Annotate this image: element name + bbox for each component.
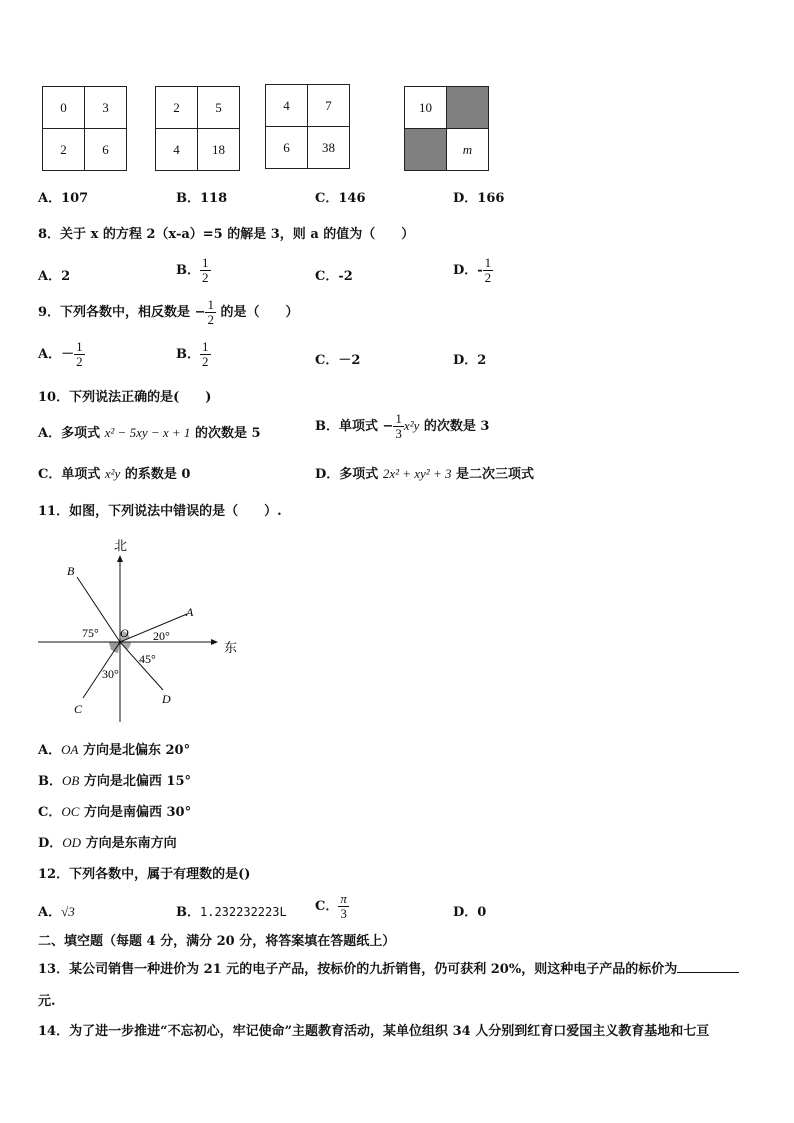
q11-option-d[interactable]: D．OD 方向是东南方向 (38, 835, 177, 851)
q7-option-a[interactable]: A．107 (38, 191, 89, 206)
grid-cell: 0 (43, 87, 85, 129)
q12-option-c[interactable]: C． $\frac{\pi}{3}$ (315, 891, 347, 921)
grid-cell: 7 (308, 85, 350, 127)
section-heading: 二、填空题（每题 4 分，满分 20 分，将答案填在答题纸上） (38, 934, 396, 949)
grid-cell: 2 (156, 87, 198, 129)
fraction: $\frac{1}{2}$ (202, 255, 209, 285)
q11-option-a[interactable]: A．OA 方向是北偏东 20° (38, 742, 191, 758)
q8-option-a[interactable]: A．2 (38, 269, 71, 284)
grid-2 (155, 86, 240, 171)
grid-cell-shaded (447, 87, 489, 129)
grid-cell: 38 (308, 127, 350, 169)
origin-label: O (120, 626, 129, 640)
point-a-label: A (186, 605, 194, 619)
q13-tail: 元. (38, 994, 56, 1009)
grid-cell-shaded (405, 129, 447, 171)
fraction: $\frac{1}{2}$ (207, 297, 214, 327)
q7-option-d[interactable]: D．166 (453, 191, 505, 206)
q7-option-b[interactable]: B．118 (176, 191, 228, 206)
fraction: $\frac{\pi}{3}$ (340, 891, 347, 921)
point-d-label: D (162, 692, 171, 706)
grid-cell: 6 (266, 127, 308, 169)
angle-30-label: 30° (102, 667, 119, 681)
q9-option-b[interactable]: B． $\frac{1}{2}$ (176, 339, 209, 369)
q8-stem: 8．关于 x 的方程 2（x-a）=5 的解是 3，则 a 的值为（ ） (38, 227, 415, 242)
q10-option-c[interactable]: C．单项式 x²y 的系数是 0 (38, 466, 191, 482)
grid-1 (42, 86, 127, 171)
q12-stem: 12．下列各数中，属于有理数的是() (38, 867, 251, 882)
east-label: 东 (224, 641, 238, 656)
q10-option-a[interactable]: A．多项式 x² − 5xy − x + 1 的次数是 5 (38, 425, 261, 441)
fraction: $\frac{1}{2}$ (484, 255, 492, 285)
q8-option-d[interactable]: D．- $\frac{1}{2}$ (453, 255, 492, 285)
fraction: $\frac{1}{3}$ (395, 411, 402, 441)
q8-option-b[interactable]: B． $\frac{1}{2}$ (176, 255, 209, 285)
grid-cell: 5 (198, 87, 240, 129)
point-c-label: C (74, 702, 83, 716)
angle-20-label: 20° (153, 629, 170, 643)
q8-option-c[interactable]: C．-2 (315, 269, 353, 284)
q9-option-a[interactable]: A．－ $\frac{1}{2}$ (38, 339, 83, 369)
q9-option-c[interactable]: C．－2 (315, 353, 361, 368)
north-label: 北 (114, 539, 128, 554)
q7-option-c[interactable]: C．146 (315, 191, 366, 206)
grid-cell: 4 (266, 85, 308, 127)
q11-option-b[interactable]: B．OB 方向是北偏西 15° (38, 773, 191, 789)
q12-option-a[interactable]: A．√3 (38, 904, 75, 920)
q10-stem: 10．下列说法正确的是( ) (38, 390, 212, 405)
grid-cell: 3 (85, 87, 127, 129)
q9-stem: 9．下列各数中，相反数是 − $\frac{1}{2}$ 的是（ ） (38, 297, 299, 327)
q12-option-b[interactable]: B．1.232232223L (176, 905, 287, 920)
grid-cell: 2 (43, 129, 85, 171)
q13-stem: 13．某公司销售一种进价为 21 元的电子产品，按标价的九折销售，仍可获利 20%，则这种电子产品的标价为 (38, 958, 739, 977)
direction-figure (30, 530, 250, 730)
ray-od (120, 642, 163, 690)
angle-45-label: 45° (139, 652, 156, 666)
grid-cell: 18 (198, 129, 240, 171)
angle-75-label: 75° (82, 626, 99, 640)
answer-blank[interactable] (677, 960, 739, 973)
fraction: $\frac{1}{2}$ (202, 339, 209, 369)
q11-stem: 11．如图，下列说法中错误的是（ ）. (38, 504, 282, 519)
grid-cell: 10 (405, 87, 447, 129)
q14-stem: 14．为了进一步推进“不忘初心，牢记使命”主题教育活动，某单位组织 34 人分别到红育口爱国主义教育基地和七亘 (38, 1024, 710, 1039)
fraction: $\frac{1}{2}$ (76, 339, 83, 369)
grid-cell: 6 (85, 129, 127, 171)
q12-option-d[interactable]: D．0 (453, 905, 487, 920)
point-b-label: B (67, 564, 75, 578)
q10-option-d[interactable]: D．多项式 2x² + xy² + 3 是二次三项式 (315, 466, 534, 482)
grid-4 (404, 86, 489, 171)
q9-option-d[interactable]: D．2 (453, 353, 487, 368)
grid-3 (265, 84, 350, 169)
q11-option-c[interactable]: C．OC 方向是南偏西 30° (38, 804, 192, 820)
grid-cell: 4 (156, 129, 198, 171)
grid-cell: m (447, 129, 489, 171)
q10-option-b[interactable]: B．单项式 − $\frac{1}{3}$ x²y 的次数是 3 (315, 411, 490, 441)
